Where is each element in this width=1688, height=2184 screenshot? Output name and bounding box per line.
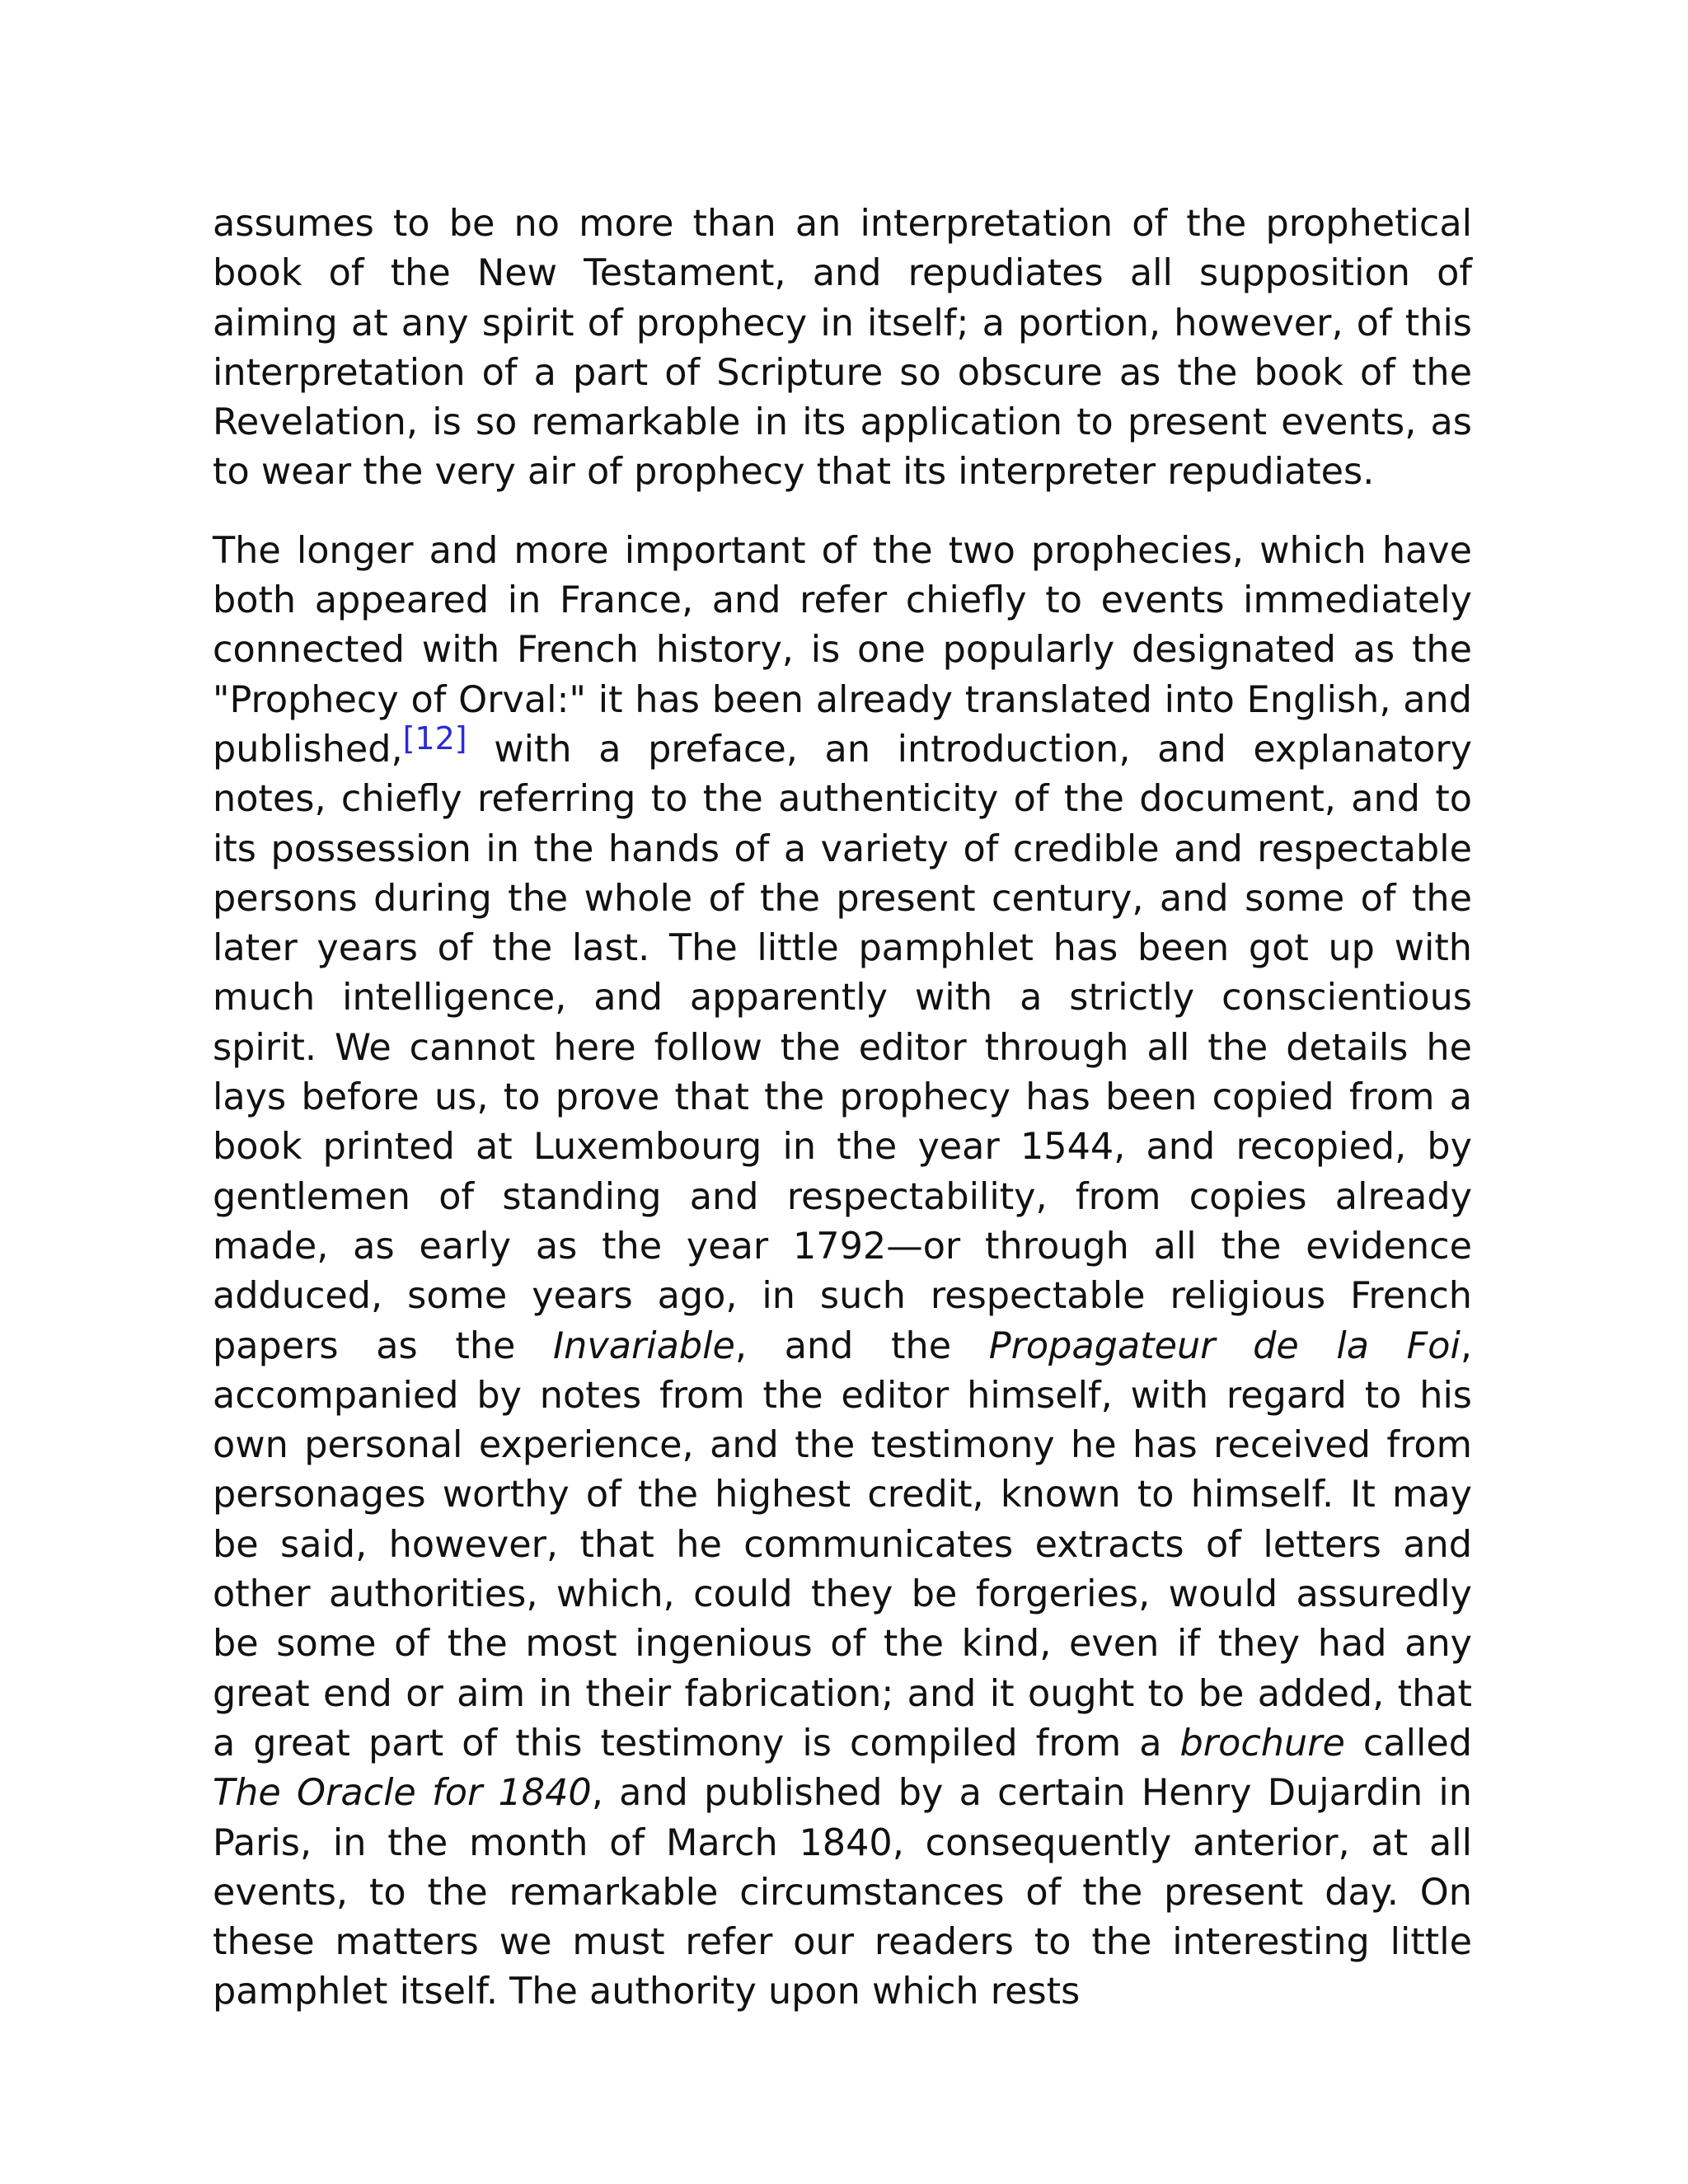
paragraph-text: , accompanied by notes from the editor himself, with regard to his own personal experience, and the testimony he has received from personages worthy of the highest credit, known to himself. It may be said, however, that he communicates extracts of letters and other authorities, which, could they be forgeries, would assuredly be some of the most ingenious of the kind, even if they had any great end or aim in their fabrication; and it ought to be added, that a great part of this testimony is compiled from a xyxy=(213,1324,1472,1765)
paragraph-text: called xyxy=(1344,1722,1472,1765)
paragraph-2 xyxy=(213,527,1472,2018)
document-page xyxy=(213,199,1472,2018)
italic-title-invariable: Invariable xyxy=(553,1324,735,1367)
paragraph-text: assumes to be no more than an interpretation of the prophetical book of the New Testament, and repudiates all supposition of aiming at any spirit of prophecy in itself; a portion, however, of this interpretation of a part of Scripture so obscure as the book of the Revelation, is so remarkable in its application to present events, as to wear the very air of prophecy that its interpreter repudiates. xyxy=(213,203,1472,494)
paragraph-text: with a preface, an introduction, and explanatory notes, chiefly referring to the authenticity of the document, and to its possession in the hands of a variety of credible and respectable persons during the whole of the present century, and some of the later years of the last. The little pamphlet has been got up with much intelligence, and apparently with a strictly conscientious spirit. We cannot here follow the editor through all the details he lays before us, to prove that the prophecy has been copied from a book printed at Luxembourg in the year 1544, and recopied, by gentlemen of standing and respectability, from copies already made, as early as the year 1792—or through all the evidence adduced, some years ago, in such respectable religious French papers as the xyxy=(213,728,1472,1367)
italic-word-brochure: brochure xyxy=(1179,1722,1345,1765)
footnote-link-12[interactable]: [12] xyxy=(402,719,467,757)
italic-title-oracle: The Oracle for 1840 xyxy=(213,1772,592,1815)
paragraph-text: The longer and more important of the two prophecies, which have both appeared in France, and refer chiefly to events immediately connected with French history, is one popularly designated as the "Prophecy of Orval:" it has been already translated into English, and published, xyxy=(213,529,1472,771)
paragraph-text: , and published by a certain Henry Dujardin in Paris, in the month of March 1840, consequently anterior, at all events, to the remarkable circumstances of the present day. On these matters we must refer our readers to the interesting little pamphlet itself. The authority upon which rests xyxy=(213,1772,1472,2013)
paragraph-text: , and the xyxy=(734,1324,989,1367)
italic-title-propagateur: Propagateur de la Foi xyxy=(988,1324,1461,1367)
paragraph-1 xyxy=(213,199,1472,498)
